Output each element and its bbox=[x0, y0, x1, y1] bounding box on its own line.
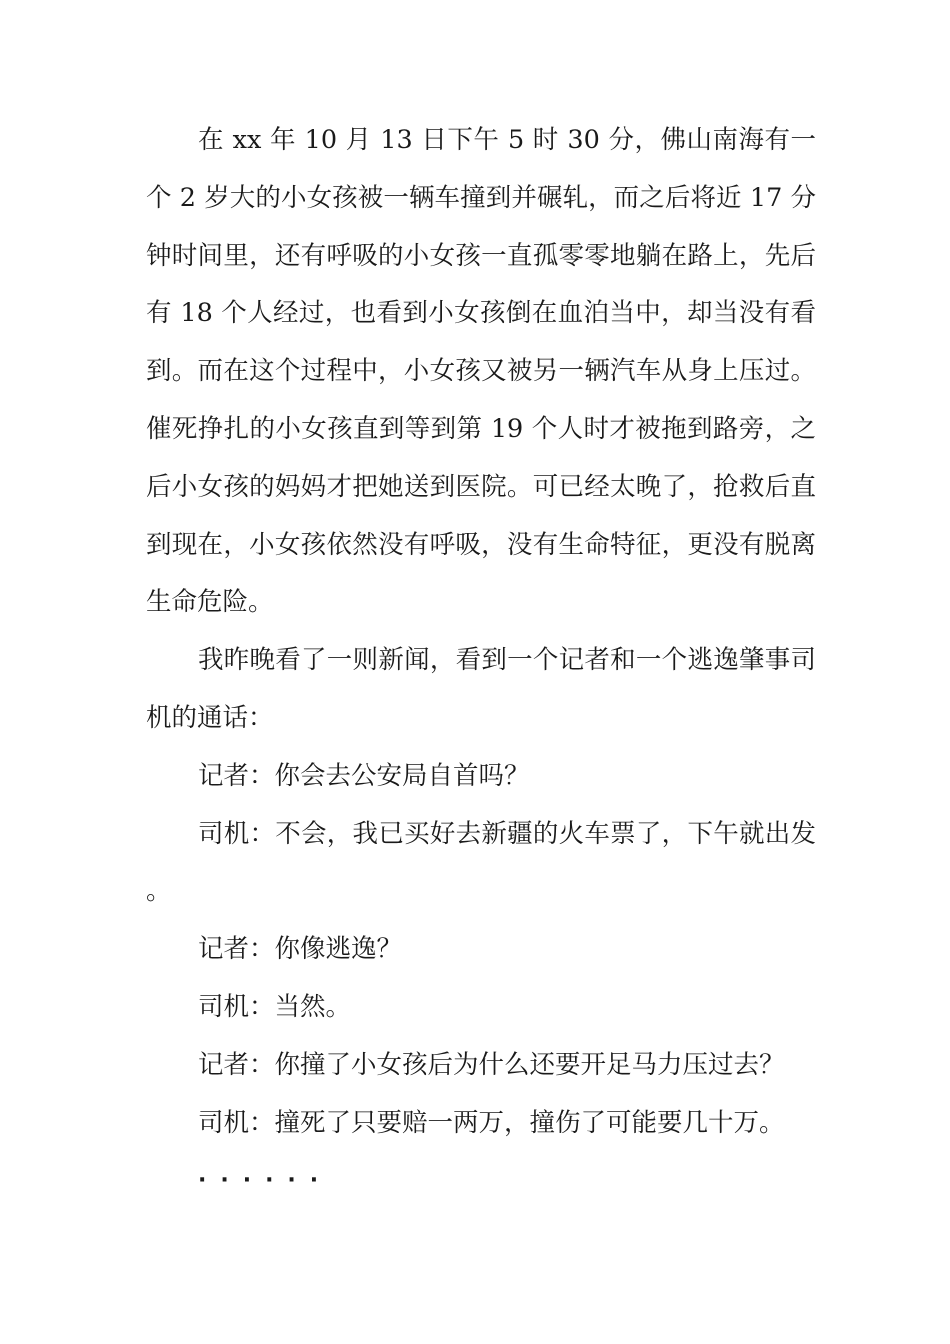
dialogue-driver-3: 司机：撞死了只要赔一两万，撞伤了可能要几十万。 bbox=[198, 1107, 785, 1138]
dialogue-driver-1: 司机：不会，我已买好去新疆的火车票了，下午就出发。 bbox=[146, 818, 816, 907]
dialogue-reporter-3: 记者：你撞了小女孩后为什么还要开足马力压过去？ bbox=[198, 1049, 785, 1080]
paragraph-news-intro: 我昨晚看了一则新闻，看到一个记者和一个逃逸肇事司机的通话： bbox=[146, 645, 816, 733]
dialogue-driver-2: 司机：当然。 bbox=[198, 991, 352, 1022]
ellipsis-dots: ······ bbox=[198, 1168, 333, 1194]
dialogue-reporter-2: 记者：你像逃逸？ bbox=[198, 934, 403, 965]
body-text bbox=[146, 112, 816, 1210]
dialogue-reporter-1: 记者：你会去公安局自首吗？ bbox=[198, 760, 530, 791]
paragraph-incident: 在 xx 年 10 月 13 日下午 5 时 30 分，佛山南海有一个 2 岁大的小女孩被一辆车撞到并碾轧，而之后将近 17 分钟时间里，还有呼吸的小女孩一直孤零零地躺在路上，先后有 18 个人经过，也看到小女孩倒在血泊当中，却当没有看到。而在这个过程中，小女孩又被另一辆汽车从身上压过。催死挣扎的小女孩直到等到第 19 个人时才被拖到路旁，之后小女孩的妈妈才把她送到医院。可已经太晚了，抢救后直到现在，小女孩依然没有呼吸，没有生命特征，更没有脱离生命危险。 bbox=[146, 125, 816, 618]
